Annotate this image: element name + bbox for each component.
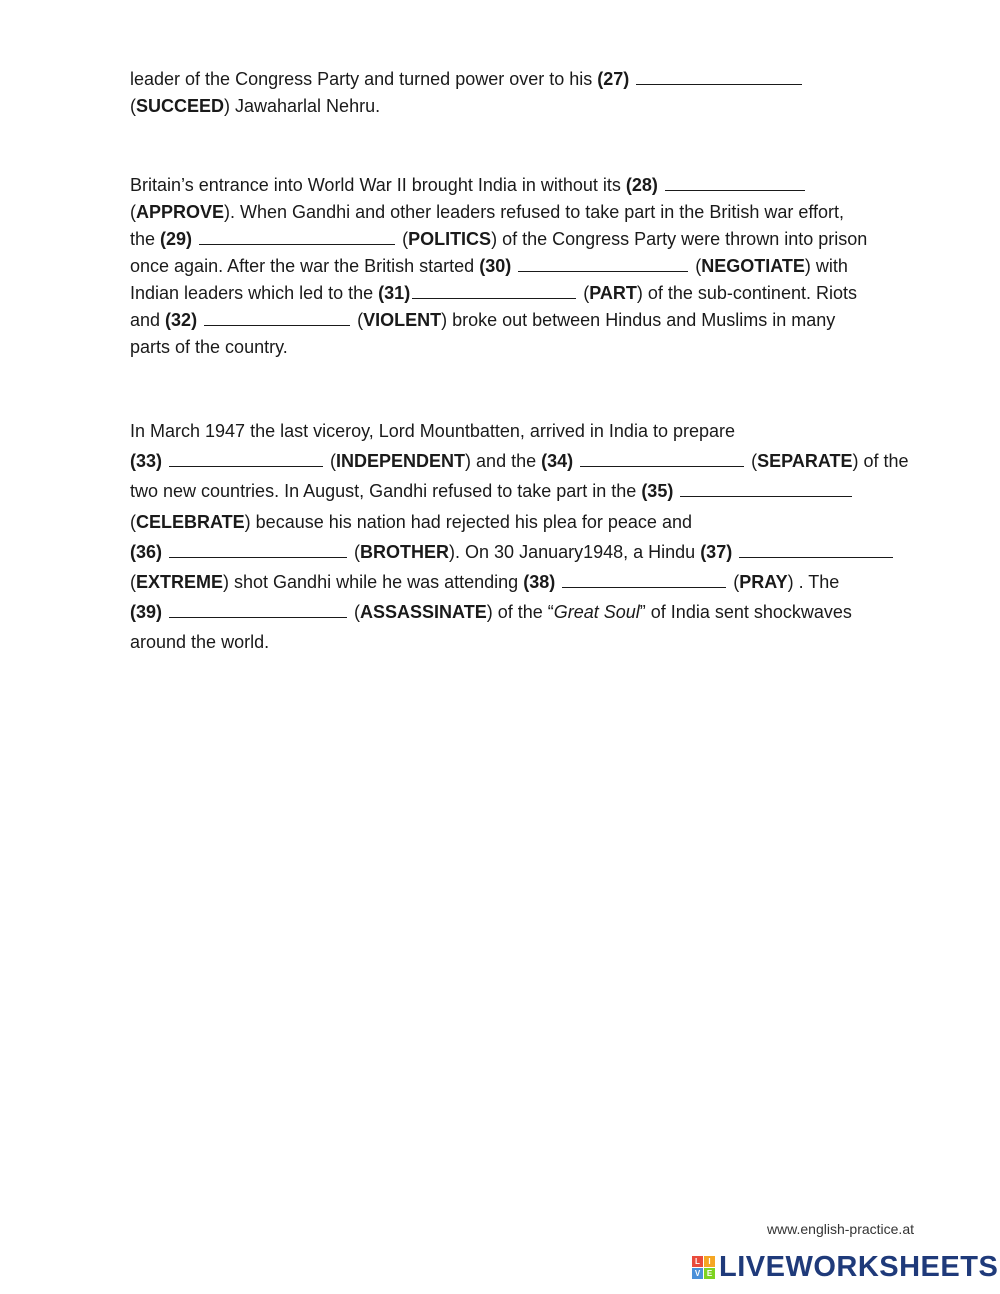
text-line: In March 1947 the last viceroy, Lord Mountbatten, arrived in India to prepare xyxy=(130,421,736,441)
answer-blank-31[interactable] xyxy=(412,282,576,299)
icon-letter: I xyxy=(704,1256,715,1267)
text-line: once again. After the war the British started (30) (NEGOTIATE) with xyxy=(130,256,848,276)
answer-blank-27[interactable] xyxy=(636,68,802,85)
keyword-part: PART xyxy=(589,283,637,303)
keyword-assassinate: ASSASSINATE xyxy=(360,602,487,623)
paragraph-2 xyxy=(130,172,930,361)
text-line: two new countries. In August, Gandhi refused to take part in the (35) xyxy=(130,476,930,506)
text-line: Indian leaders which led to the (31) (PART) of the sub-continent. Riots xyxy=(130,283,857,303)
question-number-34: (34) xyxy=(541,451,574,472)
keyword-extreme: EXTREME xyxy=(136,572,224,593)
keyword-separate: SEPARATE xyxy=(757,451,853,472)
answer-blank-36[interactable] xyxy=(169,541,347,558)
question-number-35: (35) xyxy=(641,481,674,502)
answer-blank-37[interactable] xyxy=(739,541,893,558)
text-line: (33) (INDEPENDENT) and the (34) (SEPARATE) of the xyxy=(130,451,909,472)
text-line: (36) (BROTHER). On 30 January1948, a Hindu (37) xyxy=(130,537,930,567)
question-number-33: (33) xyxy=(130,451,163,472)
keyword-succeed: SUCCEED xyxy=(136,96,225,116)
great-soul-phrase: Great Soul xyxy=(553,602,640,623)
answer-blank-38[interactable] xyxy=(562,571,726,588)
text-line: (SUCCEED) Jawaharlal Nehru. xyxy=(130,96,381,116)
question-number-39: (39) xyxy=(130,602,163,623)
question-number-31: (31) xyxy=(378,283,411,303)
liveworksheets-logo[interactable] xyxy=(692,1251,998,1284)
liveworksheets-icon xyxy=(692,1256,715,1279)
text-line: and (32) (VIOLENT) broke out between Hindus and Muslims in many xyxy=(130,310,836,330)
question-number-27: (27) xyxy=(597,69,630,89)
answer-blank-29[interactable] xyxy=(199,228,395,245)
answer-blank-39[interactable] xyxy=(169,601,347,618)
paragraph-1 xyxy=(130,66,930,120)
paragraph-3 xyxy=(130,416,930,658)
question-number-30: (30) xyxy=(479,256,512,276)
question-number-29: (29) xyxy=(160,229,193,249)
text-line: leader of the Congress Party and turned power over to his (27) xyxy=(130,66,930,93)
keyword-approve: APPROVE xyxy=(136,202,225,222)
text-line: (CELEBRATE) because his nation had rejected his plea for peace and xyxy=(130,511,692,532)
text-line: (EXTREME) shot Gandhi while he was attending (38) (PRAY) . The xyxy=(130,572,840,593)
question-number-28: (28) xyxy=(625,175,658,195)
question-number-36: (36) xyxy=(130,541,163,562)
answer-blank-32[interactable] xyxy=(204,309,350,326)
text-line: (39) (ASSASSINATE) of the “Great Soul” of India sent shockwaves xyxy=(130,602,852,623)
answer-blank-34[interactable] xyxy=(580,450,744,467)
text-line: around the world. xyxy=(130,632,270,653)
keyword-negotiate: NEGOTIATE xyxy=(701,256,805,276)
answer-blank-35[interactable] xyxy=(680,480,852,497)
question-number-38: (38) xyxy=(523,572,556,593)
text-line: the (29) (POLITICS) of the Congress Party were thrown into prison xyxy=(130,229,868,249)
keyword-brother: BROTHER xyxy=(360,541,450,562)
icon-letter: E xyxy=(704,1268,715,1279)
icon-letter: L xyxy=(692,1256,703,1267)
text-line: (APPROVE). When Gandhi and other leaders refused to take part in the British war effort, xyxy=(130,202,845,222)
icon-letter: V xyxy=(692,1268,703,1279)
question-number-37: (37) xyxy=(700,541,733,562)
keyword-celebrate: CELEBRATE xyxy=(136,511,245,532)
keyword-politics: POLITICS xyxy=(408,229,492,249)
question-number-32: (32) xyxy=(165,310,198,330)
keyword-independent: INDEPENDENT xyxy=(336,451,466,472)
brand-name: LIVEWORKSHEETS xyxy=(719,1251,999,1283)
text-line: Britain’s entrance into World War II brought India in without its (28) xyxy=(130,172,930,199)
answer-blank-30[interactable] xyxy=(518,255,688,272)
text-line: parts of the country. xyxy=(130,337,288,357)
answer-blank-28[interactable] xyxy=(665,174,805,191)
footer-url[interactable]: www.english-practice.at xyxy=(766,1221,914,1237)
answer-blank-33[interactable] xyxy=(169,450,323,467)
keyword-pray: PRAY xyxy=(739,572,788,593)
keyword-violent: VIOLENT xyxy=(363,310,442,330)
